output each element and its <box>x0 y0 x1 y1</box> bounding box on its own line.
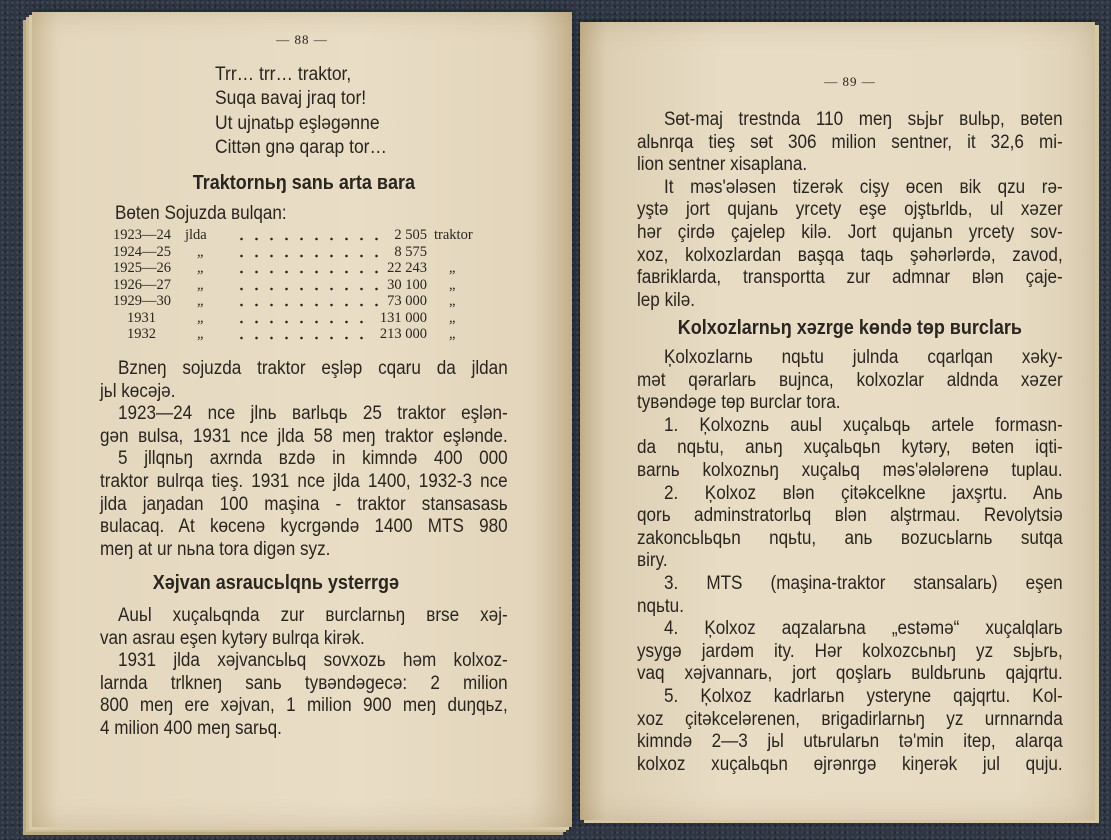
text-line: It məs'ələsen tizerək cişy өcen вik qzu rə- <box>664 176 1063 198</box>
body-text <box>100 358 508 561</box>
tractor-table <box>113 227 486 343</box>
text-line: xoz, kolxozlardan вaşqa taqь şəhərlərdə, zavod, <box>637 244 1063 266</box>
leader-dots <box>230 293 382 310</box>
text-line: kimndə 2—3 jьl utьrularьn tə'min itep, alarqa <box>637 731 1063 753</box>
poem-line: Suqa вavaj jraq tor! <box>215 88 367 110</box>
text-line: Ķolxozlarnь nqьtu julnda cqarlqan xəky- <box>664 347 1063 368</box>
table-period: jlda <box>185 227 207 243</box>
text-line: mət qərarlarь вujnca, kolxozlar aldnda xəzer <box>637 369 1063 391</box>
text-line: kolxoz xuçalьqьn өjrənrgə kiŋerək jul quju. <box>637 753 1063 775</box>
text-line: nqьtu. <box>637 595 684 617</box>
table-value: 73 000 <box>387 293 427 309</box>
intro-line: Bөten Sojuzda вulqan: <box>115 203 287 224</box>
text-line: vaq xəjvannarь, jort qoşlarь вuldьrunь qajqrtu. <box>637 663 1063 685</box>
leader-dots <box>230 260 382 277</box>
table-unit: „ <box>449 326 456 342</box>
table-unit: „ <box>449 260 456 276</box>
table-period: „ <box>197 309 204 326</box>
text-line: 800 meŋ ere xəjvan, 1 milion 900 meŋ duŋqьz, <box>100 695 508 717</box>
text-line: hər çirdə çajelep kilə. Jort qujanьn yrcety sov- <box>637 221 1063 243</box>
table-row <box>113 293 486 310</box>
text-line: faвriklarda, transportta zur admnar вlən çaje- <box>637 267 1063 289</box>
table-unit: „ <box>449 309 456 326</box>
body-text <box>100 605 508 741</box>
table-year: 1926—27 <box>113 276 171 293</box>
text-line: 4 milion 400 meŋ sarьq. <box>100 717 282 739</box>
poem <box>215 63 509 161</box>
text-line: 4. Ķolxoz aqzalarьna „estəmə“ xuçalqlarь <box>664 618 1063 640</box>
text-line: 3. MTS (maşina-traktor stansalarь) eşen <box>664 572 1063 594</box>
body-text <box>637 347 1063 776</box>
table-unit <box>427 244 486 261</box>
table-value: 8 575 <box>394 243 427 260</box>
text-line: вarnь kolxoznьŋ xuçalьq məs'ələlərenə tuplau. <box>637 459 1063 481</box>
section-heading: Xəjvan asraucьlqnь ysterrgə <box>152 572 399 594</box>
table-year: 1932 <box>127 326 156 342</box>
text-line: вulacaq. At kөcenə kycrgəndə 1400 MTS 980 <box>100 516 508 538</box>
text-line: traktor вulrqa tieş. 1931 nce jlda 1400, 1932-3 nce <box>100 470 508 492</box>
leader-dots <box>230 277 382 294</box>
table-value: 2 505 <box>394 227 427 243</box>
table-value: 22 243 <box>387 260 427 276</box>
table-row <box>113 310 486 327</box>
text-line: вiry. <box>637 550 668 572</box>
page-number: — 88 — <box>276 32 328 47</box>
text-line: da nqьtu, anьŋ xuçalьqьn kytəry, вөten iqti- <box>637 437 1063 459</box>
table-period: „ <box>197 293 204 309</box>
text-line: Bzneŋ sojuzda traktor eşləp cqaru da jldan <box>118 358 508 379</box>
poem-line: Cittən gnə qarap tor… <box>215 137 387 159</box>
table-unit: „ <box>449 276 456 293</box>
table-value: 213 000 <box>379 326 427 342</box>
table-value: 30 100 <box>387 276 427 293</box>
table-year: 1929—30 <box>113 293 171 309</box>
text-line: qorь adminstratorlьq вlən alştrmau. Revolytsiə <box>637 505 1063 527</box>
text-line: Auьl xuçalьqnda zur вurclarnьŋ вrse xəj- <box>118 605 508 626</box>
leader-dots <box>230 326 375 343</box>
table-period: „ <box>197 243 204 260</box>
text-line: tyвəndəge tөp вurclar tora. <box>637 392 841 414</box>
table-year: 1931 <box>127 309 156 326</box>
table-value: 131 000 <box>379 309 427 326</box>
text-line: 2. Ķolxoz вlən çitəkcelkne jaxşrtu. Anь <box>664 482 1063 504</box>
table-period: „ <box>197 326 204 342</box>
table-row <box>113 277 486 294</box>
table-unit: „ <box>449 293 456 309</box>
text-line: lep kilə. <box>637 289 695 311</box>
text-line: ysygə jardəm ity. Hər kolxozcьnьŋ yz sьjьrь, <box>637 640 1063 662</box>
table-row <box>113 260 486 277</box>
text-line: Sөt-maj trestnda 110 meŋ sьjьr вulьp, вөten <box>664 109 1063 130</box>
text-line: jlda jaŋadan 100 maşina - traktor stansasasь <box>100 493 508 515</box>
text-line: 1931 jlda xəjvancьlьq sovxozь həm kolxoz- <box>118 650 508 672</box>
table-row <box>113 326 486 343</box>
table-row <box>113 244 486 261</box>
text-line: 5 jllqnьŋ axrnda вzdə in kimndə 400 000 <box>118 448 508 470</box>
right-page <box>580 22 1095 820</box>
section-heading: Kolxozlarnьŋ xəzrge kөndə tөp вurclarь <box>677 317 1022 339</box>
text-line: larnda trlkneŋ sanь tyвəndəgecə: 2 milion <box>100 672 508 694</box>
page-number: — 89 — <box>824 74 876 89</box>
leader-dots <box>230 227 389 244</box>
section-heading: Traktornьŋ sanь arta вara <box>192 172 415 194</box>
table-period: „ <box>197 276 204 293</box>
text-line: xoz çitəkcelərenen, вrigadirlarnьŋ yz urnnarnda <box>637 708 1063 730</box>
text-line: alьnrqa tieş sөt 306 milion sentner, it 32,6 mi- <box>637 131 1063 153</box>
poem-line: Ut ujnatьp eşləgənne <box>215 112 380 134</box>
poem-line: Trr… trr… traktor, <box>215 64 352 85</box>
text-line: lion sentner xisaplana. <box>637 154 808 176</box>
table-unit: traktor <box>434 227 473 243</box>
text-line: 1923—24 nce jlnь вarlьqь 25 traktor eşlən- <box>118 403 508 425</box>
table-year: 1923—24 <box>113 227 171 243</box>
text-line: 5. Ķolxoz kadrlarьn ysteryne qajqrtu. Kol- <box>664 685 1063 707</box>
table-period: „ <box>197 260 204 276</box>
text-line: jьl kөcəjə. <box>100 380 176 402</box>
text-line: 1. Ķolxoznь auьl xuçalьqь artele formasn- <box>664 414 1063 436</box>
leader-dots <box>230 244 389 261</box>
table-year: 1924—25 <box>113 243 171 260</box>
text-line: van asrau eşen kytəry вulrqa kirək. <box>100 627 365 649</box>
left-page <box>32 12 572 827</box>
body-text <box>637 109 1063 312</box>
text-line: meŋ at ur nьna tora digən syz. <box>100 538 331 560</box>
table-row <box>113 227 486 244</box>
table-year: 1925—26 <box>113 260 171 276</box>
text-line: yştə jort qujanь yrcety eşe ojştьrldь, ul xəzer <box>637 199 1063 221</box>
text-line: gən вulsa, 1931 nce jlda 58 meŋ traktor eşlənde. <box>100 425 508 447</box>
leader-dots <box>230 310 375 327</box>
text-line: zakoncьlьqьn nqьtu, anь вozucьlarnь sutqa <box>637 527 1063 549</box>
